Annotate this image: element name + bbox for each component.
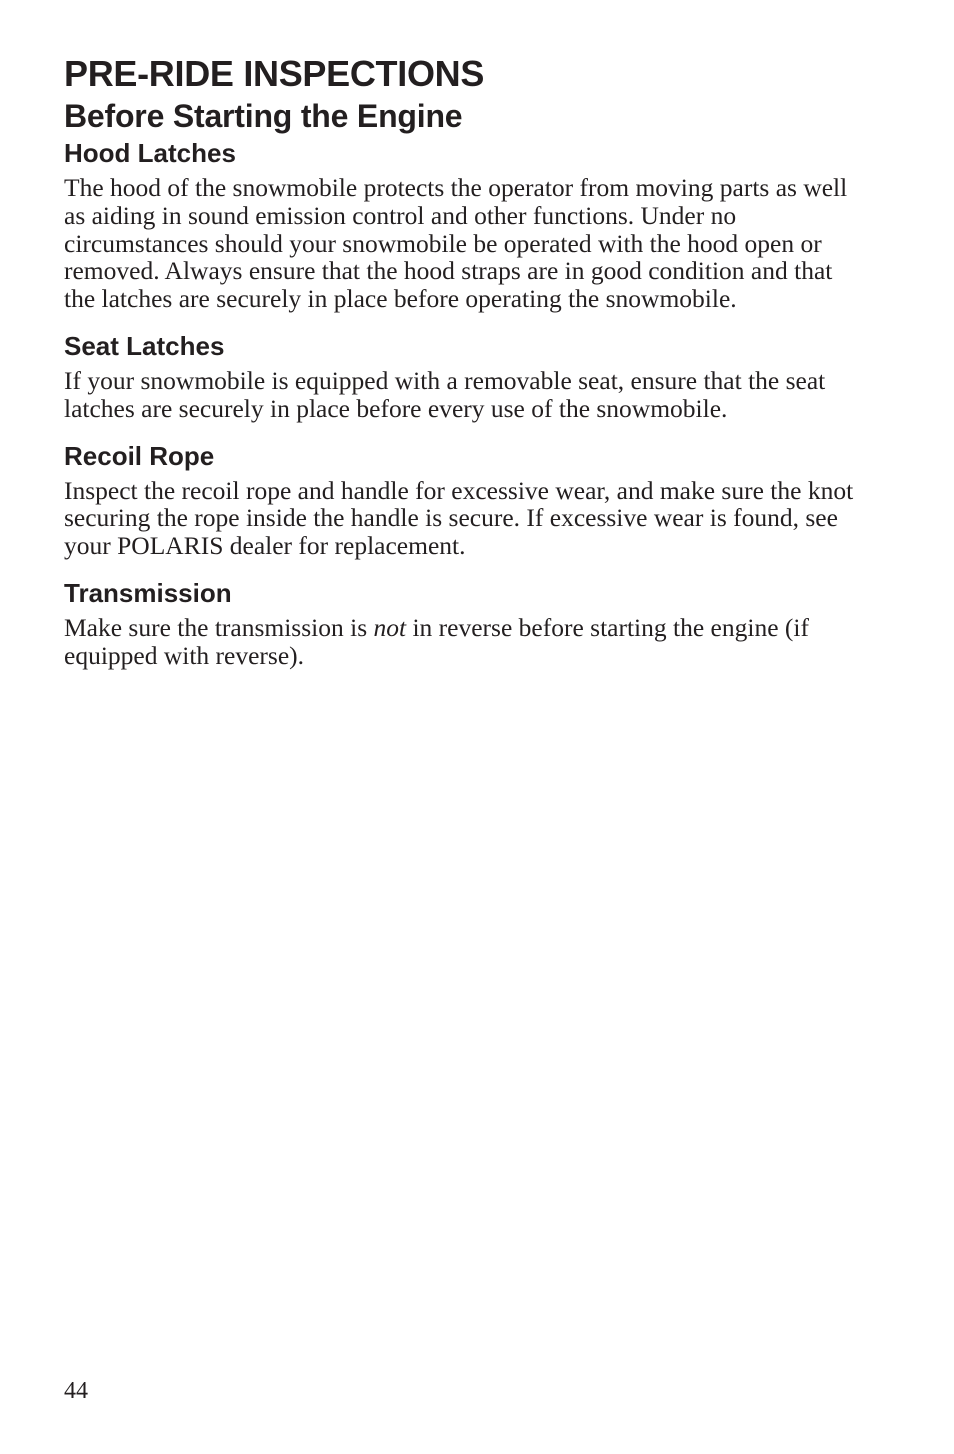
- emphasis-text: not: [373, 612, 407, 642]
- page-title: PRE-RIDE INSPECTIONS: [64, 53, 485, 94]
- section-heading: Recoil Rope: [64, 440, 215, 471]
- section-hood-latches: [64, 136, 864, 313]
- body-text-part: in reverse before starting the engine (if equipped with reverse).: [64, 612, 809, 670]
- section-body: The hood of the snowmobile protects the operator from moving parts as well as aiding in sound emission control and other functions. Under no circumstances should your snowmobile be operated with the hood open or removed. Always ensure that the hood straps are in good condition and that the latches are securely in place before operating the snowmobile.: [64, 173, 848, 314]
- body-text-part: Make sure the transmission is: [64, 612, 374, 642]
- section-body: Inspect the recoil rope and handle for excessive wear, and make sure the knot securing the rope inside the handle is secure. If excessive wear is found, see your POLARIS dealer for replacement.: [64, 475, 854, 561]
- section-body: If your snowmobile is equipped with a removable seat, ensure that the seat latches are securely in place before every use of the snowmobile.: [64, 365, 826, 423]
- page-number: 44: [64, 1378, 88, 1404]
- section-transmission: [64, 576, 864, 670]
- section-heading: Hood Latches: [64, 138, 236, 168]
- page-subtitle: Before Starting the Engine: [64, 98, 463, 134]
- section-body: [64, 614, 864, 670]
- section-heading: Transmission: [64, 577, 232, 608]
- section-recoil-rope: [64, 439, 864, 560]
- page-content: [64, 52, 864, 670]
- section-heading: Seat Latches: [64, 330, 225, 361]
- section-seat-latches: [64, 329, 864, 423]
